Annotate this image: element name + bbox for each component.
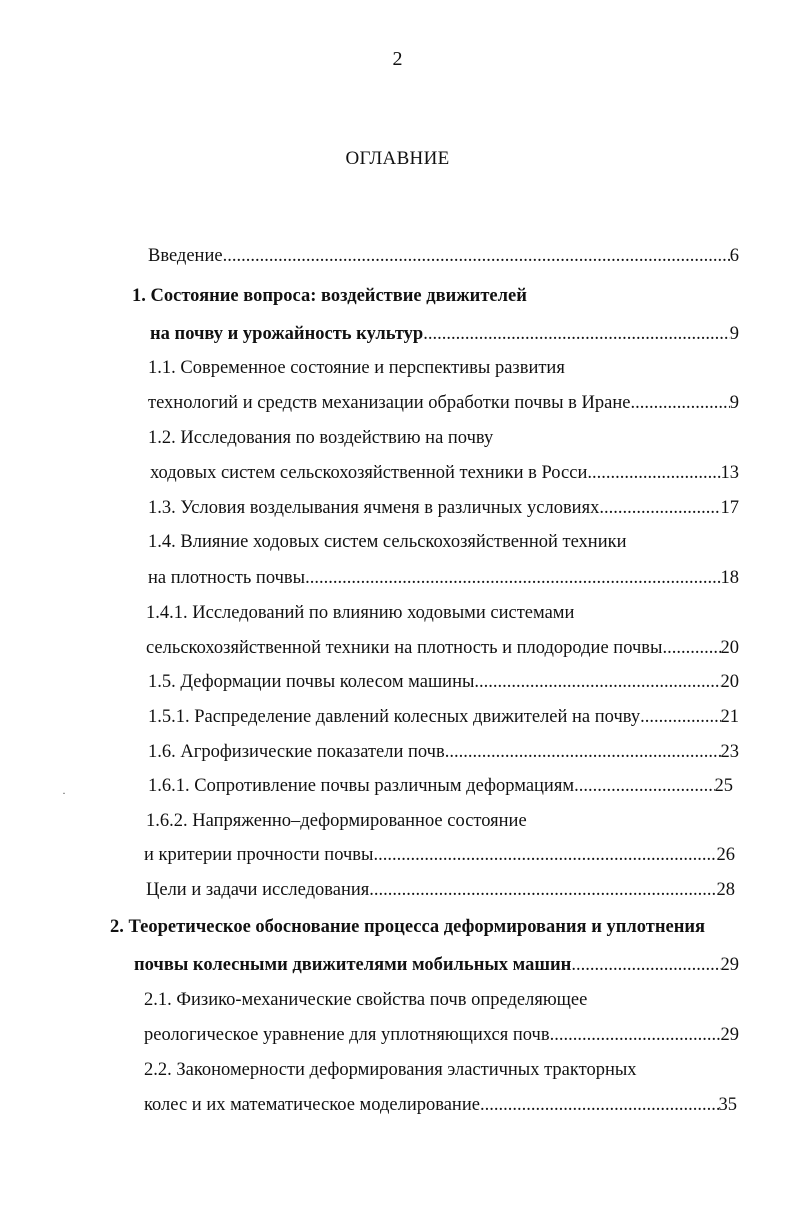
toc-entry-page: 26	[716, 845, 735, 865]
toc-entry-page: 20	[720, 672, 739, 692]
toc-goals[interactable]	[146, 878, 735, 902]
toc-leader-dots	[599, 496, 720, 520]
toc-section-1-5[interactable]	[148, 670, 739, 694]
page-number: 2	[392, 48, 403, 70]
toc-leader-dots	[369, 878, 716, 902]
toc-leader-dots	[571, 953, 720, 977]
toc-entry-page: 28	[716, 880, 735, 900]
toc-leader-dots	[474, 670, 720, 694]
toc-entry-page: 6	[729, 246, 739, 266]
toc-entry-text: 2.2. Закономерности деформирования эластичных тракторных	[144, 1060, 637, 1080]
toc-entry-page: 9	[729, 393, 739, 413]
toc-entry-text: 1.5. Деформации почвы колесом машины	[148, 672, 475, 692]
toc-entry-page: 23	[720, 742, 739, 762]
toc-section-1-6[interactable]	[148, 740, 739, 764]
toc-chapter-1[interactable]	[150, 322, 739, 346]
toc-entry-text: технологий и средств механизации обработки почвы в Иране	[148, 393, 631, 413]
toc-chapter-2-heading[interactable]	[110, 915, 705, 939]
toc-section-1-3[interactable]	[148, 496, 739, 520]
toc-entry-page: 18	[720, 568, 739, 588]
toc-entry-page: 21	[720, 707, 739, 727]
toc-entry-text: ходовых систем сельскохозяйственной техники в Росси	[150, 463, 588, 483]
toc-leader-dots	[587, 461, 720, 485]
toc-entry-text: почвы колесными движителями мобильных машин	[134, 955, 572, 975]
toc-leader-dots	[662, 636, 720, 660]
toc-entry-text: Цели и задачи исследования	[146, 880, 370, 900]
toc-entry-text: 1.4.1. Исследований по влиянию ходовыми системами	[146, 603, 575, 623]
toc-entry-text: 2.1. Физико-механические свойства почв определяющее	[144, 990, 588, 1010]
toc-section-1-4-1[interactable]	[146, 636, 739, 660]
toc-section-1-5-1[interactable]	[148, 705, 739, 729]
toc-entry-text: 1.3. Условия возделывания ячменя в различных условиях	[148, 498, 600, 518]
toc-section-1-4[interactable]	[148, 566, 739, 590]
toc-section-2-2[interactable]	[144, 1093, 737, 1117]
toc-section-1-2-heading[interactable]	[148, 426, 493, 450]
toc-leader-dots	[550, 1023, 721, 1047]
toc-leader-dots	[373, 843, 716, 867]
toc-entry-text: на плотность почвы	[148, 568, 306, 588]
toc-entry-page: 35	[718, 1095, 737, 1115]
toc-entry-text: сельскохозяйственной техники на плотность и плодородие почвы	[146, 638, 663, 658]
toc-section-1-6-2[interactable]	[144, 843, 735, 867]
toc-chapter-2[interactable]	[134, 953, 739, 977]
toc-entry-text: 1.2. Исследования по воздействию на почву	[148, 428, 494, 448]
toc-entry-text: 1.4. Влияние ходовых систем сельскохозяйственной техники	[148, 532, 627, 552]
toc-entry-page: 13	[720, 463, 739, 483]
toc-section-2-1[interactable]	[144, 1023, 739, 1047]
stray-mark: ·	[62, 786, 66, 800]
toc-entry-text: 1.5.1. Распределение давлений колесных движителей на почву	[148, 707, 641, 727]
toc-entry-text: реологическое уравнение для уплотняющихся почв	[144, 1025, 550, 1045]
toc-section-1-2[interactable]	[150, 461, 739, 485]
toc-leader-dots	[445, 740, 721, 764]
toc-entry-text: и критерии прочности почвы	[144, 845, 374, 865]
toc-leader-dots	[305, 566, 720, 590]
toc-section-1-1[interactable]	[148, 391, 739, 415]
toc-entry-page: 20	[720, 638, 739, 658]
toc-section-1-4-1-heading[interactable]	[146, 601, 574, 625]
toc-entry-introduction[interactable]	[148, 244, 739, 268]
toc-leader-dots	[640, 705, 720, 729]
toc-entry-text: 1.6. Агрофизические показатели почв	[148, 742, 445, 762]
toc-entry-text: 1.6.1. Сопротивление почвы различным деформациям	[148, 776, 575, 796]
toc-entry-text: колес и их математическое моделирование	[144, 1095, 480, 1115]
toc-section-1-1-heading[interactable]	[148, 356, 565, 380]
toc-entry-text: на почву и урожайность культур	[150, 324, 424, 344]
toc-section-2-2-heading[interactable]	[144, 1058, 637, 1082]
toc-title: ОГЛАВНИЕ	[345, 148, 450, 169]
toc-entry-page: 25	[714, 776, 733, 796]
toc-entry-text: 1.6.2. Напряженно–деформированное состояние	[146, 811, 527, 831]
toc-section-1-4-heading[interactable]	[148, 530, 627, 554]
toc-leader-dots	[480, 1093, 719, 1117]
toc-entry-page: 29	[720, 955, 739, 975]
toc-entry-page: 9	[729, 324, 739, 344]
toc-section-1-6-2-heading[interactable]	[146, 809, 527, 833]
toc-chapter-1-heading[interactable]	[132, 284, 527, 308]
toc-entry-page: 29	[720, 1025, 739, 1045]
toc-leader-dots	[223, 244, 730, 268]
toc-entry-page: 17	[720, 498, 739, 518]
toc-leader-dots	[574, 774, 714, 798]
toc-section-1-6-1[interactable]	[148, 774, 733, 798]
toc-entry-text: 1. Состояние вопроса: воздействие движителей	[132, 286, 527, 306]
toc-leader-dots	[630, 391, 729, 415]
toc-entry-text: 1.1. Современное состояние и перспективы развития	[148, 358, 565, 378]
toc-section-2-1-heading[interactable]	[144, 988, 587, 1012]
toc-leader-dots	[423, 322, 730, 346]
toc-entry-text: 2. Теоретическое обоснование процесса деформирования и уплотнения	[110, 917, 706, 937]
toc-entry-text: Введение	[148, 246, 223, 266]
